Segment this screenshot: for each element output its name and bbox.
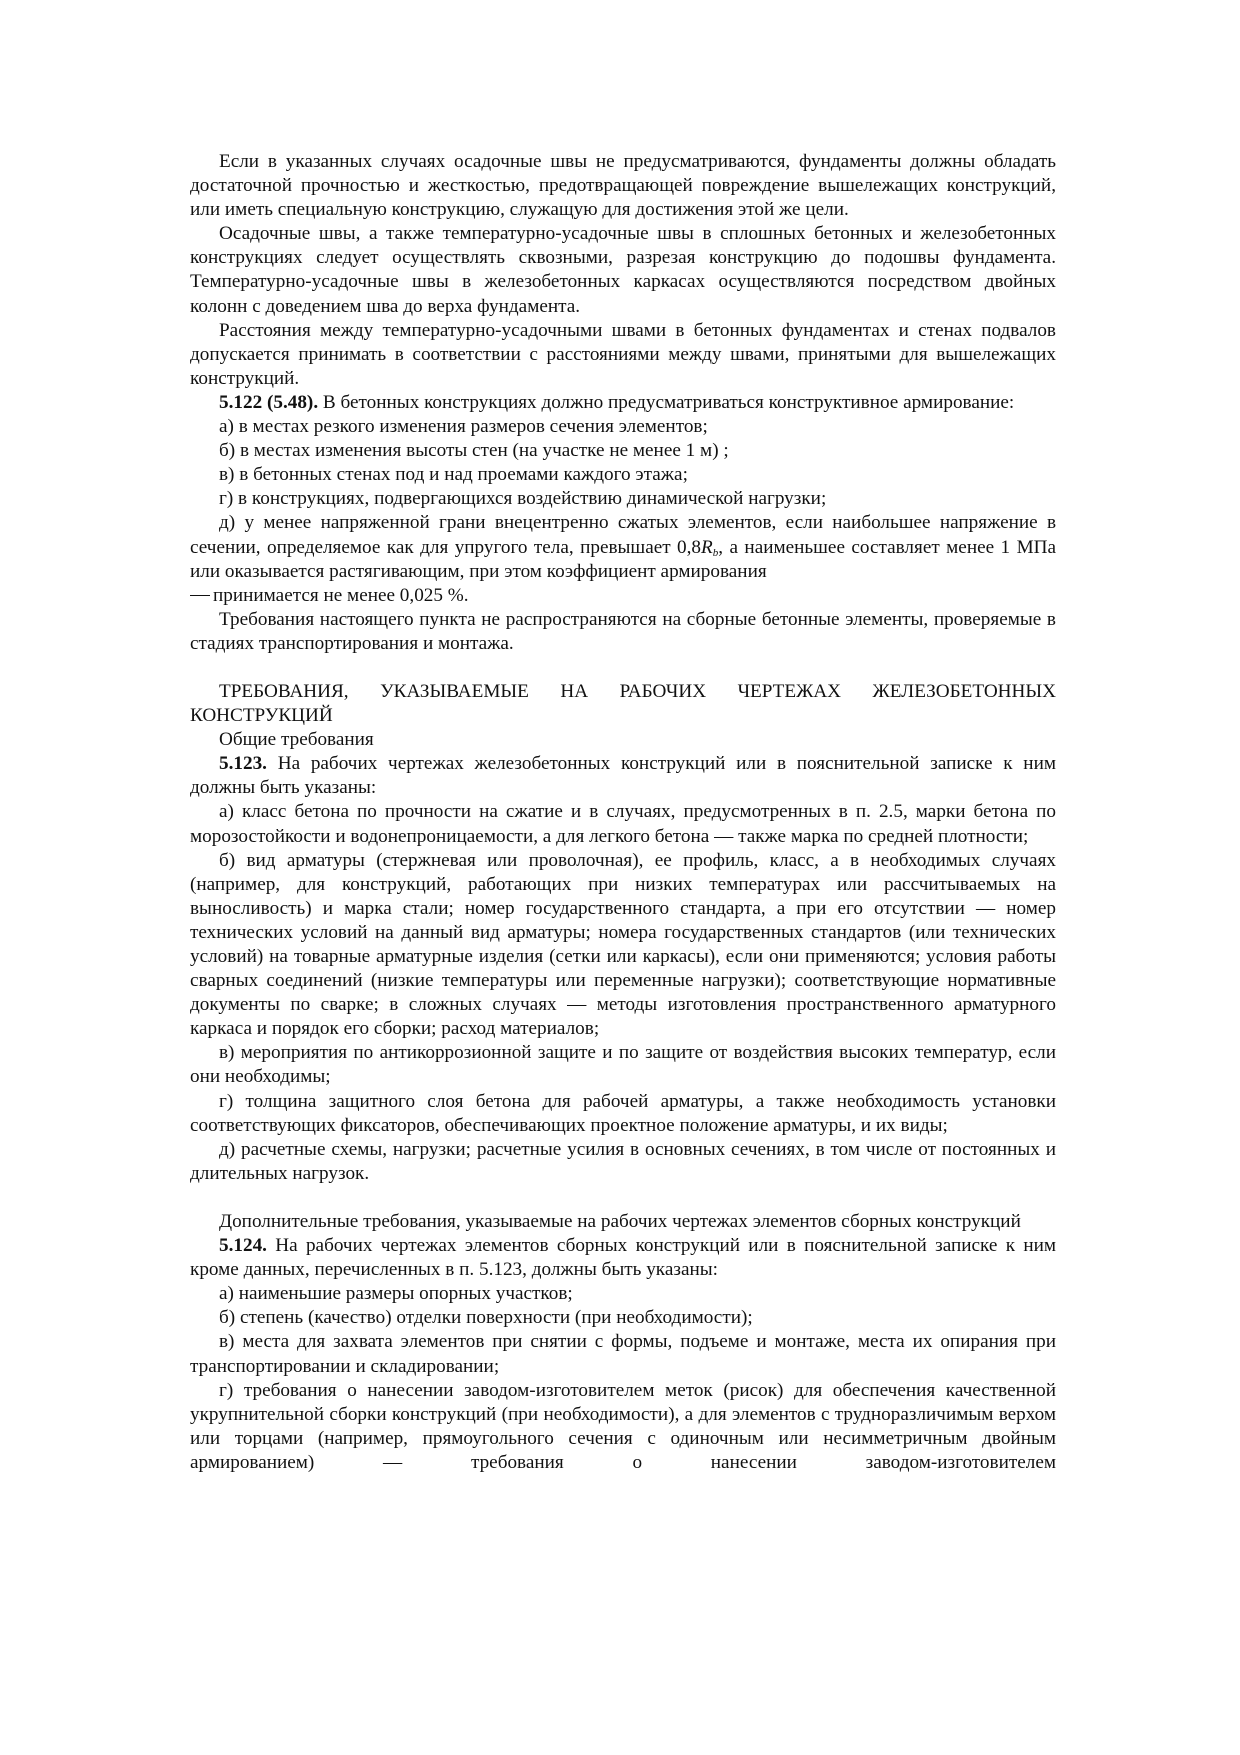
clause-text: На рабочих чертежах железобетонных конструкций или в пояснительной записке к ним должны быть указаны:	[190, 753, 1056, 799]
formula-subscript: b	[712, 546, 719, 559]
clause-text: На рабочих чертежах элементов сборных конструкций или в пояснительной записке к ним кроме данных, перечисленных в п. 5.123, должны быть указаны:	[190, 1235, 1056, 1281]
list-item-d	[190, 511, 1056, 607]
list-item: в) мероприятия по антикоррозионной защите и по защите от воздействия высоких температур, если они необходимы;	[190, 1042, 1056, 1088]
clause-text: В бетонных конструкциях должно предусматриваться конструктивное армирование:	[318, 391, 1015, 413]
document-page	[190, 150, 1056, 1475]
list-text: д) у менее напряженной грани внецентренно сжатых элементов, если наибольшее напряжение в сечении, определяемое как для упругого тела, превышает 0,8	[190, 512, 1056, 558]
list-text: принимается не менее 0,025 %.	[213, 584, 469, 606]
list-item: б) в местах изменения высоты стен (на участке не менее 1 м) ;	[219, 440, 729, 462]
list-item: д) расчетные схемы, нагрузки; расчетные усилия в основных сечениях, в том числе от постоянных и длительных нагрузок.	[190, 1138, 1056, 1184]
list-text: , а наименьшее составляет менее 1 МПа или оказывается растягивающим, при этом коэффициент армирования	[190, 536, 1056, 582]
formula-symbol: R	[701, 536, 713, 558]
clause-5-122	[190, 391, 1056, 415]
list-item: г) в конструкциях, подвергающихся воздействию динамической нагрузки;	[219, 488, 827, 510]
list-item: г) толщина защитного слоя бетона для рабочей арматуры, а также необходимость установки соответствующих фиксаторов, обеспечивающих проектное положение арматуры, и их виды;	[190, 1090, 1056, 1136]
list-item: б) степень (качество) отделки поверхности (при необходимости);	[219, 1307, 753, 1329]
list-item: в) в бетонных стенах под и над проемами каждого этажа;	[219, 464, 688, 486]
list-item: а) в местах резкого изменения размеров сечения элементов;	[219, 416, 708, 438]
paragraph: Осадочные швы, а также температурно-усадочные швы в сплошных бетонных и железобетонных конструкциях следует осуществлять сквозными, разрезая конструкцию до подошвы фундамента. Температурно-усадочные швы в железобетонных каркасах осуществляются посредством двойных колонн с доведением шва до верха фундамента.	[190, 223, 1056, 317]
list-item: а) наименьшие размеры опорных участков;	[219, 1283, 573, 1305]
clause-5-123	[190, 752, 1056, 800]
clause-number: 5.124.	[219, 1235, 267, 1257]
paragraph: Если в указанных случаях осадочные швы не предусматриваются, фундаменты должны обладать достаточной прочностью и жесткостью, предотвращающей повреждение вышележащих конструкций, или иметь специальную конструкцию, служащую для достижения этой же цели.	[190, 151, 1056, 221]
clause-number: 5.123.	[219, 753, 267, 775]
list-item: а) класс бетона по прочности на сжатие и в случаях, предусмотренных в п. 2.5, марки бетона по морозостойкости и водонепроницаемости, а для легкого бетона — также марка по средней плотности;	[190, 801, 1056, 847]
formula-placeholder-line	[190, 595, 210, 596]
clause-number: 5.122 (5.48).	[219, 391, 319, 413]
list-item: в) места для захвата элементов при снятии с формы, подъеме и монтаже, места их опирания при транспортировании и складировании;	[190, 1331, 1056, 1377]
paragraph: Требования настоящего пункта не распространяются на сборные бетонные элементы, проверяемые в стадиях транспортирования и монтажа.	[190, 608, 1056, 654]
section-title: ТРЕБОВАНИЯ, УКАЗЫВАЕМЫЕ НА РАБОЧИХ ЧЕРТЕЖАХ ЖЕЛЕЗОБЕТОННЫХ КОНСТРУКЦИЙ	[190, 680, 1056, 727]
section-title: Дополнительные требования, указываемые на рабочих чертежах элементов сборных конструкций	[219, 1210, 1021, 1232]
list-item: б) вид арматуры (стержневая или проволочная), ее профиль, класс, а в необходимых случаях (например, для конструкций, работающих при низких температурах или рассчитываемых на выносливость) и марка стали; номер государственного стандарта, а при его отсутствии — номер технических условий на данный вид арматуры; номера государственных стандартов (или технических условий) на товарные арматурные изделия (сетки или каркасы), если они применяются; условия работы сварных соединений (низкие температуры или переменные нагрузки); соответствующие нормативные документы по сварке; в сложных случаях — методы изготовления пространственного арматурного каркаса и порядок его сборки; расход материалов;	[190, 849, 1056, 1040]
clause-5-124	[190, 1234, 1056, 1282]
section-subtitle: Общие требования	[219, 729, 374, 751]
paragraph: Расстояния между температурно-усадочными швами в бетонных фундаментах и стенах подвалов допускается принимать в соответствии с расстояниями между швами, принятыми для вышележащих конструкций.	[190, 319, 1056, 389]
list-item: г) требования о нанесении заводом-изготовителем меток (рисок) для обеспечения качественной укрупнительной сборки конструкций (при необходимости), а для элементов с трудноразличимым верхом или торцами (например, прямоугольного сечения с одиночным или несимметричным двойным армированием) — требования о нанесении заводом-изготовителем	[190, 1379, 1056, 1473]
